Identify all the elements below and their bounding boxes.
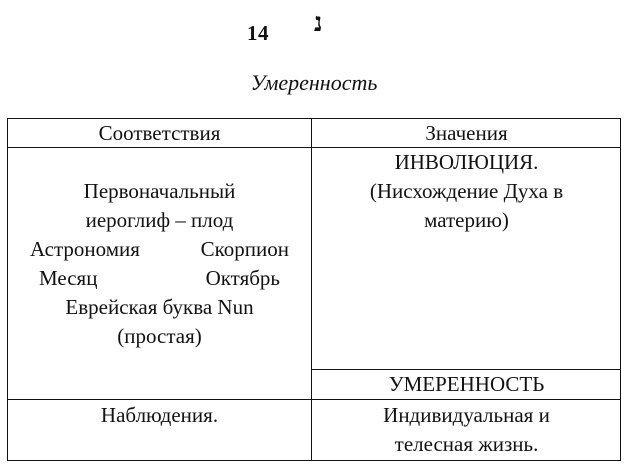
keyword-cell: УМЕРЕННОСТЬ (388, 372, 545, 396)
correspondence-line: (простая) (117, 324, 202, 348)
arcana-number: 14 (247, 21, 269, 45)
meaning-line: материю) (424, 208, 509, 232)
meaning-line: ИНВОЛЮЦИЯ. (394, 150, 539, 174)
astronomy-row (8, 235, 311, 264)
meanings-cell (312, 148, 621, 235)
correspondence-line: Еврейская буква Nun (65, 295, 254, 319)
month-label: Месяц (39, 266, 98, 290)
meaning-line: (Нисхождение Духа в (369, 179, 564, 203)
correspondence-line: Первоначальный (83, 179, 236, 203)
correspondences-cell (8, 177, 311, 351)
month-value: Октябрь (205, 266, 280, 290)
month-row (8, 264, 311, 293)
observation-line: Индивидуальная и (383, 403, 550, 427)
observations-cell (312, 401, 621, 459)
observations-label: Наблюдения. (100, 403, 219, 427)
astronomy-value: Скорпион (200, 237, 289, 261)
correspondence-line: иероглиф – плод (85, 208, 234, 232)
observation-line: телесная жизнь. (394, 432, 539, 456)
astronomy-label: Астрономия (30, 237, 140, 261)
hebrew-letter: נ (314, 8, 323, 37)
card-title: Умеренность (250, 70, 378, 95)
column-header-meanings: Значения (425, 121, 508, 145)
column-header-correspondences: Соответствия (98, 121, 221, 145)
table-observations-divider (7, 399, 621, 400)
